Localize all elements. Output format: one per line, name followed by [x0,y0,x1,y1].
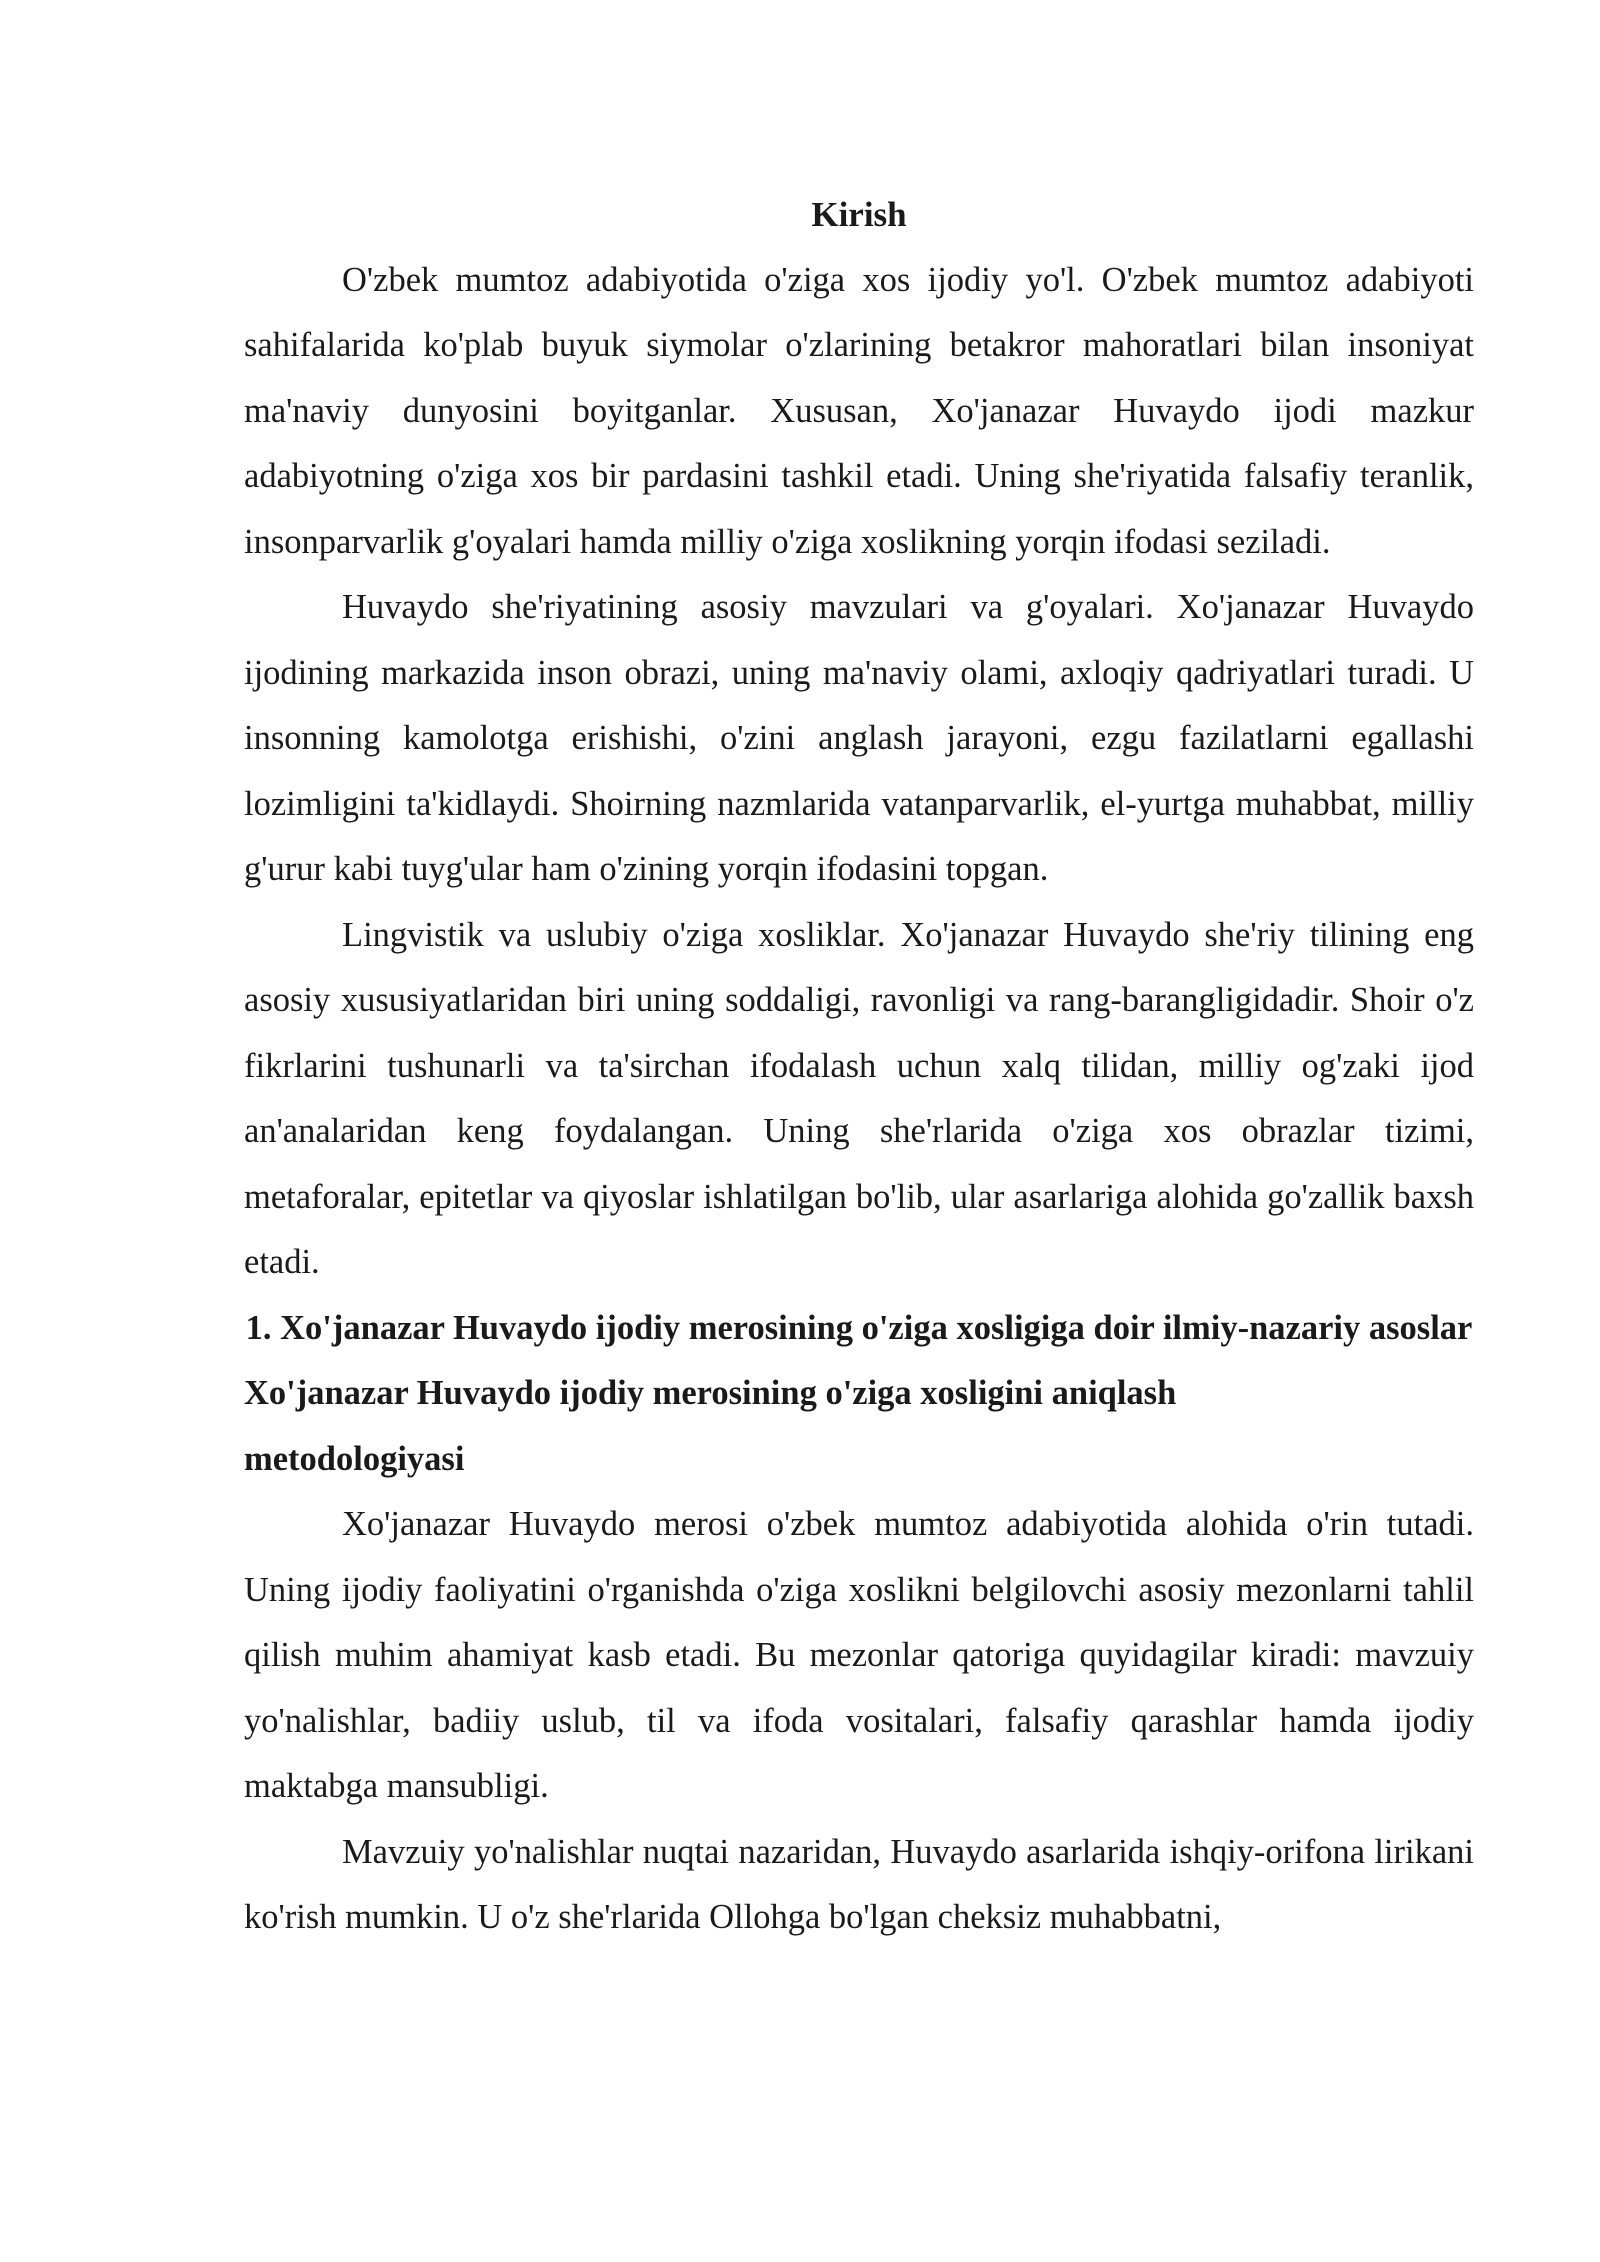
subsection-heading: Xo'janazar Huvaydo ijodiy merosining o'ziga xosligini aniqlash metodologiyasi [244,1374,1177,1478]
document-title: Kirish [811,195,907,234]
intro-paragraph-3: Lingvistik va uslubiy o'ziga xosliklar. Xo'janazar Huvaydo she'riy tilining eng asosiy xususiyatlaridan biri uning soddaligi, ravonligi va rang-barangligidadir. Shoir o'z fikrlarini tushunarli va ta'sirchan ifodalash uchun xalq tilidan, milliy og'zaki ijod an'analaridan keng foydalangan. Uning she'rlarida o'ziga xos obrazlar tizimi, metaforalar, epitetlar va qiyoslar ishlatilgan bo'lib, ular asarlariga alohida go'zallik baxsh etadi. [244,915,1474,1281]
intro-paragraph-1: O'zbek mumtoz adabiyotida o'ziga xos ijodiy yo'l. O'zbek mumtoz adabiyoti sahifalarida ko'plab buyuk siymolar o'zlarining betakror mahoratlari bilan insoniyat ma'naviy dunyosini boyitganlar. Xususan, Xo'janazar Huvaydo ijodi mazkur adabiyotning o'ziga xos bir pardasini tashkil etadi. Uning she'riyatida falsafiy teranlik, insonparvarlik g'oyalari hamda milliy o'ziga xoslikning yorqin ifodasi seziladi. [244,260,1474,561]
section-paragraph-1: Xo'janazar Huvaydo merosi o'zbek mumtoz adabiyotida alohida o'rin tutadi. Uning ijodiy faoliyatini o'rganishda o'ziga xoslikni belgilovchi asosiy mezonlarni tahlil qilish muhim ahamiyat kasb etadi. Bu mezonlar qatoriga quyidagilar kiradi: mavzuiy yo'nalishlar, badiiy uslub, til va ifoda vositalari, falsafiy qarashlar hamda ijodiy maktabga mansubligi. [244,1505,1474,1805]
intro-paragraph-2: Huvaydo she'riyatining asosiy mavzulari va g'oyalari. Xo'janazar Huvaydo ijodining markazida inson obrazi, uning ma'naviy olami, axloqiy qadriyatlari turadi. U insonning kamolotga erishishi, o'zini anglash jarayoni, ezgu fazilatlarni egallashi lozimligini ta'kidlaydi. Shoirning nazmlarida vatanparvarlik, el-yurtga muhabbat, milliy g'urur kabi tuyg'ular ham o'zining yorqin ifodasini topgan. [244,588,1474,888]
section-heading: 1. Xo'janazar Huvaydo ijodiy merosining o'ziga xosligiga doir ilmiy-nazariy asoslar [245,1308,1473,1347]
document-body [244,182,1474,1951]
section-paragraph-2: Mavzuiy yo'nalishlar nuqtai nazaridan, Huvaydo asarlarida ishqiy-orifona lirikani ko'rish mumkin. U o'z she'rlarida Ollohga bo'lgan cheksiz muhabbatni, [244,1832,1474,1936]
